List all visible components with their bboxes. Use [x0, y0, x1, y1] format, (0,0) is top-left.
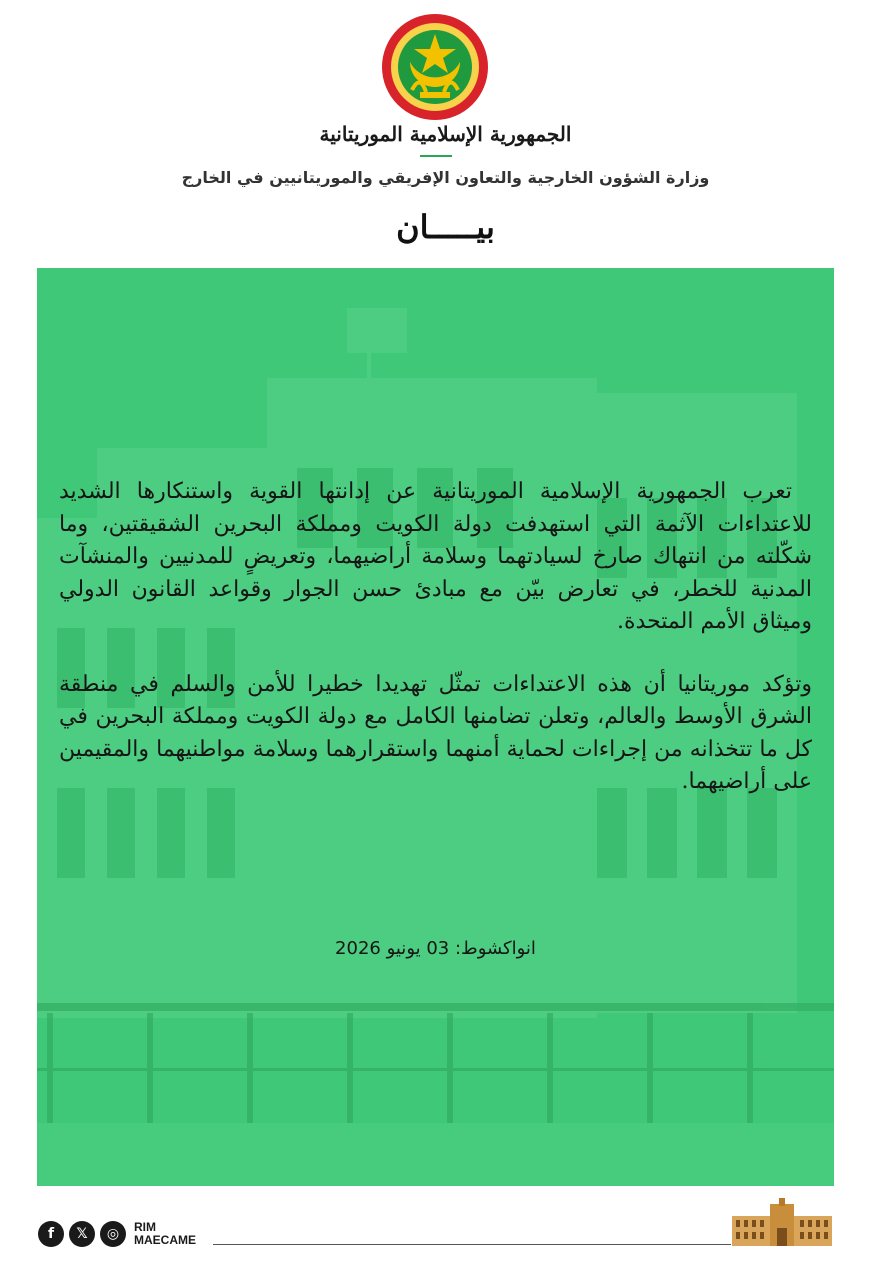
letterhead: [0, 0, 891, 268]
republic-name: الجمهورية الإسلامية الموريتانية: [319, 122, 572, 146]
mauritania-seal-icon: [380, 12, 490, 122]
x-icon[interactable]: 𝕏: [69, 1221, 95, 1247]
instagram-icon[interactable]: ◎: [100, 1221, 126, 1247]
social-handle: [134, 1221, 196, 1247]
statement-paragraph-2: وتؤكد موريتانيا أن هذه الاعتداءات تمثّل تهديدا خطيرا للأمن والسلم في منطقة الشرق الأوسط والعالم، وتعلن تضامنها الكامل مع دولة الكويت ومملكة البحرين في كل ما تتخذانه من إجراءات لحماية أمنهما واستقرارهما وسلامة مواطنيهما والمقيمين على أراضيهما.: [59, 671, 812, 794]
ministry-name: وزارة الشؤون الخارجية والتعاون الإفريقي والموريتانيين في الخارج: [181, 168, 710, 187]
document-title: بيـــــان: [396, 208, 495, 246]
divider: [420, 155, 452, 157]
footer: [0, 1190, 891, 1280]
facebook-icon[interactable]: f: [38, 1221, 64, 1247]
statement-panel: [37, 268, 834, 1186]
handle-line-1: RIM: [134, 1220, 156, 1234]
handle-line-2: MAECAME: [134, 1233, 196, 1247]
statement-paragraph-1: تعرب الجمهورية الإسلامية الموريتانية عن إدانتها القوية واستنكارها الشديد للاعتداءات الآثمة التي استهدفت دولة الكويت ومملكة البحرين الشقيقتين، وما شكّلته من انتهاك صارخ لسيادتهما وسلامة أراضيهما، وتعريضٍ للمدنيين والمنشآت المدنية للخطر، في تعارض بيّن مع مبادئ حسن الجوار وقواعد القانون الدولي وميثاق الأمم المتحدة.: [59, 479, 812, 634]
ministry-building-icon: [732, 1198, 832, 1248]
footer-divider: [213, 1244, 731, 1245]
dateline: انواكشوط: 03 يونيو 2026: [335, 938, 536, 959]
statement-body: [59, 476, 812, 829]
